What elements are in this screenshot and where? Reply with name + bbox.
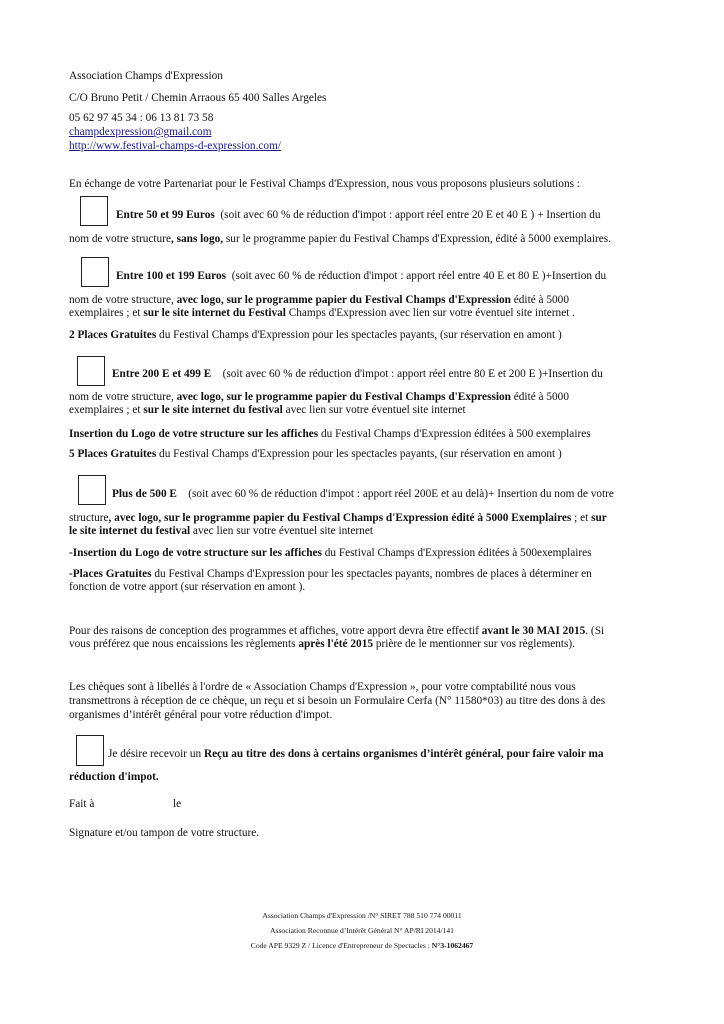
option4-checkbox[interactable] <box>78 475 106 505</box>
option3-line5: 5 Places Gratuites du Festival Champs d'Expression pour les spectacles payants, (sur réservation en amont ) <box>69 448 562 460</box>
option1-title: Entre 50 et 99 Euros <box>116 209 215 221</box>
org-website[interactable] <box>69 140 281 153</box>
option1-line2: nom de votre structure, sans logo, sur le programme papier du Festival Champs d'Expression, édité à 5000 exemplaires. <box>69 233 611 245</box>
receipt-line1: Je désire recevoir un Reçu au titre des dons à certains organismes d’intérêt général, pour faire valoir ma <box>108 748 604 760</box>
cheques-line3: organismes d’intérêt général pour votre réduction d'impot. <box>69 709 333 721</box>
option4-line3: le site internet du festival avec lien sur votre éventuel site internet <box>69 525 373 537</box>
receipt-line2: réduction d'impot. <box>69 771 159 783</box>
option4-line1: Plus de 500 E (soit avec 60 % de réduction d'impot : apport réel 200E et au delà)+ Insertion du nom de votre <box>112 488 614 500</box>
option1-line1: Entre 50 et 99 Euros (soit avec 60 % de réduction d'impot : apport réel entre 20 E et 40 E ) + Insertion du <box>116 209 601 221</box>
option4-line4: -Insertion du Logo de votre structure sur les affiches du Festival Champs d'Expression éditées à 500exemplaires <box>69 547 592 559</box>
option2-line4: 2 Places Gratuites du Festival Champs d'Expression pour les spectacles payants, (sur réservation en amont ) <box>69 329 562 341</box>
org-phones: 05 62 97 45 34 : 06 13 81 73 58 <box>69 112 214 124</box>
option2-title: Entre 100 et 199 Euros <box>116 270 227 282</box>
option3-line4: Insertion du Logo de votre structure sur les affiches du Festival Champs d'Expression éditées à 500 exemplaires <box>69 428 591 440</box>
option1-checkbox[interactable] <box>80 196 108 226</box>
footer-siret: Association Champs d'Expression /N° SIRET 788 510 774 00011 <box>262 911 462 920</box>
fait-a-label: Fait à <box>69 798 95 810</box>
cheques-line2: transmettrons à réception de ce chèque, un reçu et si besoin un Formulaire Cerfa (N° 11580*03) au titre des dons à des <box>69 695 606 707</box>
option3-checkbox[interactable] <box>77 356 105 386</box>
deadline-line1: Pour des raisons de conception des programmes et affiches, votre apport devra être effectif avant le 30 MAI 2015. (Si <box>69 625 605 637</box>
cheques-line1: Les chèques sont à libellés à l'ordre de « Association Champs d'Expression », pour votre comptabilité nous vous <box>69 681 576 693</box>
option4-line2: structure, avec logo, sur le programme papier du Festival Champs d'Expression édité à 5000 Exemplaires ; et sur <box>69 512 607 524</box>
org-name: Association Champs d'Expression <box>69 70 223 82</box>
option2-checkbox[interactable] <box>81 257 109 287</box>
intro-text: En échange de votre Partenariat pour le Festival Champs d'Expression, nous vous proposons plusieurs solutions : <box>69 178 580 190</box>
org-email[interactable] <box>69 126 211 139</box>
option3-line1: Entre 200 E et 499 E (soit avec 60 % de réduction d'impot : apport réel entre 80 E et 200 E )+Insertion du <box>112 368 603 380</box>
option4-title: Plus de 500 E <box>112 488 177 500</box>
option3-title: Entre 200 E et 499 E <box>112 368 212 380</box>
footer-recognition: Association Reconnue d’Intérêt Général N° AP/RI 2014/141 <box>270 926 454 935</box>
option2-line1: Entre 100 et 199 Euros (soit avec 60 % de réduction d'impot : apport réel entre 40 E et 80 E )+Insertion du <box>116 270 607 282</box>
receipt-checkbox[interactable] <box>76 735 104 766</box>
option2-line2: nom de votre structure, avec logo, sur le programme papier du Festival Champs d'Expression édité à 5000 <box>69 294 569 306</box>
signature-label: Signature et/ou tampon de votre structure. <box>69 827 260 839</box>
option3-line3: exemplaires ; et sur le site internet du festival avec lien sur votre éventuel site internet <box>69 404 466 416</box>
website-link[interactable]: http://www.festival-champs-d-expression.com/ <box>69 140 281 152</box>
option3-line2: nom de votre structure, avec logo, sur le programme papier du Festival Champs d'Expression édité à 5000 <box>69 391 569 403</box>
option4-line6: fonction de votre apport (sur réservation en amont ). <box>69 581 306 593</box>
le-label: le <box>173 798 182 810</box>
option2-line3: exemplaires ; et sur le site internet du Festival Champs d'Expression avec lien sur votre éventuel site internet . <box>69 307 575 319</box>
footer-license: Code APE 9329 Z / Licence d'Entrepreneur de Spectacles : N°3-1062467 <box>250 941 474 950</box>
option4-line5: -Places Gratuites du Festival Champs d'Expression pour les spectacles payants, nombres de places à déterminer en <box>69 568 592 580</box>
email-link[interactable]: champdexpression@gmail.com <box>69 126 212 138</box>
deadline-line2: vous préférez que nous encaissions les règlements après l'été 2015 prière de le mentionner sur vos règlements). <box>69 638 576 650</box>
org-address: C/O Bruno Petit / Chemin Arraous 65 400 Salles Argeles <box>69 92 327 104</box>
